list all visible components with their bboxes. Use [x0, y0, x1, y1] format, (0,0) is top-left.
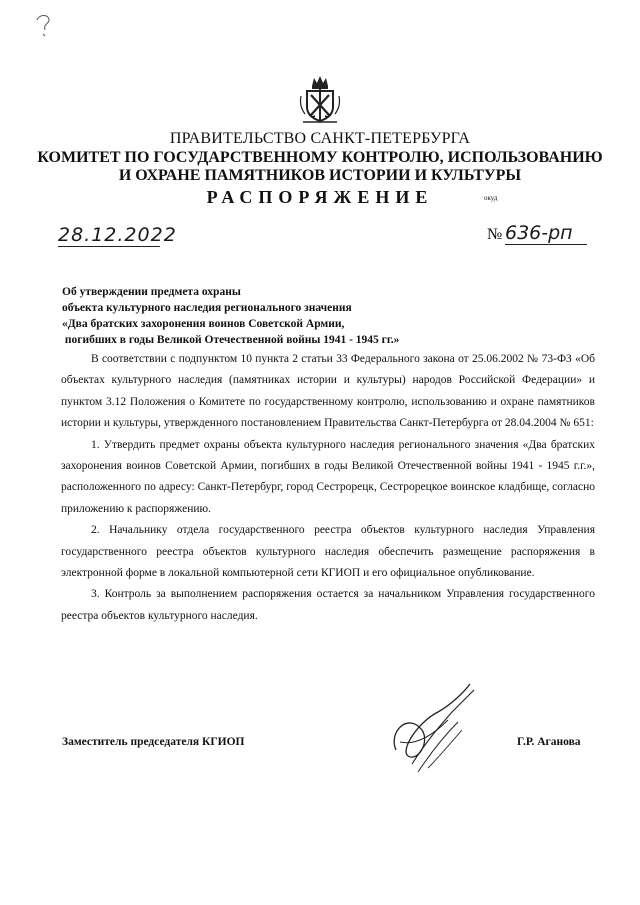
subject-line: объекта культурного наследия регионального значения	[62, 302, 352, 314]
committee-name-line1: КОМИТЕТ ПО ГОСУДАРСТВЕННОМУ КОНТРОЛЮ, ИСПОЛЬЗОВАНИЮ	[37, 149, 603, 166]
committee-name-line2: И ОХРАНЕ ПАМЯТНИКОВ ИСТОРИИ И КУЛЬТУРЫ	[118, 167, 522, 184]
body-paragraph-1: 1. Утвердить предмет охраны объекта культурного наследия регионального значения «Два братских захоронения воинов Советской Армии, погибших в годы Великой Отечественной войны 1941 - 1945 г.г.», расположенного по адресу: Санкт-Петербург, город Сестрорецк, Сестрорецкое воинское кладбище, согласно приложению к распоряжению.	[61, 438, 595, 515]
body-paragraph-2: 2. Начальнику отдела государственного реестра объектов культурного наследия Управления государственного реестра объектов культурного наследия обеспечить размещение распоряжения в электронной форме в локальной компьютерной сети КГИОП и его официальное опубликование.	[61, 524, 595, 580]
subject-line: Об утверждении предмета охраны	[62, 286, 241, 298]
subject-line: «Два братских захоронения воинов Советской Армии,	[62, 318, 345, 330]
signatory-name: Г.Р. Аганова	[517, 736, 581, 748]
okud-label: окуд	[484, 194, 498, 202]
document-type-title: РАСПОРЯЖЕНИЕ	[206, 187, 434, 207]
scan-mark-icon	[34, 12, 54, 38]
document-date: 28.12.2022	[58, 224, 177, 246]
government-name: ПРАВИТЕЛЬСТВО САНКТ-ПЕТЕРБУРГА	[169, 130, 471, 147]
signatory-title: Заместитель председателя КГИОП	[62, 736, 245, 748]
order-body	[61, 349, 595, 627]
date-underline	[58, 246, 160, 247]
document-number: 636-рп	[505, 222, 573, 244]
subject-line: погибших в годы Великой Отечественной войны 1941 - 1945 гг.»	[62, 334, 400, 346]
subject-block	[62, 284, 399, 348]
handwritten-signature-icon	[378, 672, 488, 782]
body-paragraph-preamble: В соответствии с подпунктом 10 пункта 2 статьи 33 Федерального закона от 25.06.2002 № 73-ФЗ «Об объектах культурного наследия (памятниках истории и культуры) народов Российской Федерации» и пунктом 3.12 Положения о Комитете по государственному контролю, использованию и охране памятников истории и культуры, утвержденного постановлением Правительства Санкт-Петербурга от 28.04.2004 № 651:	[61, 353, 595, 430]
number-sign: №	[487, 226, 503, 243]
body-paragraph-3: 3. Контроль за выполнением распоряжения остается за начальником Управления государственного реестра объектов культурного наследия.	[61, 588, 595, 622]
number-underline	[505, 244, 587, 245]
st-petersburg-coat-of-arms-icon	[297, 74, 343, 126]
